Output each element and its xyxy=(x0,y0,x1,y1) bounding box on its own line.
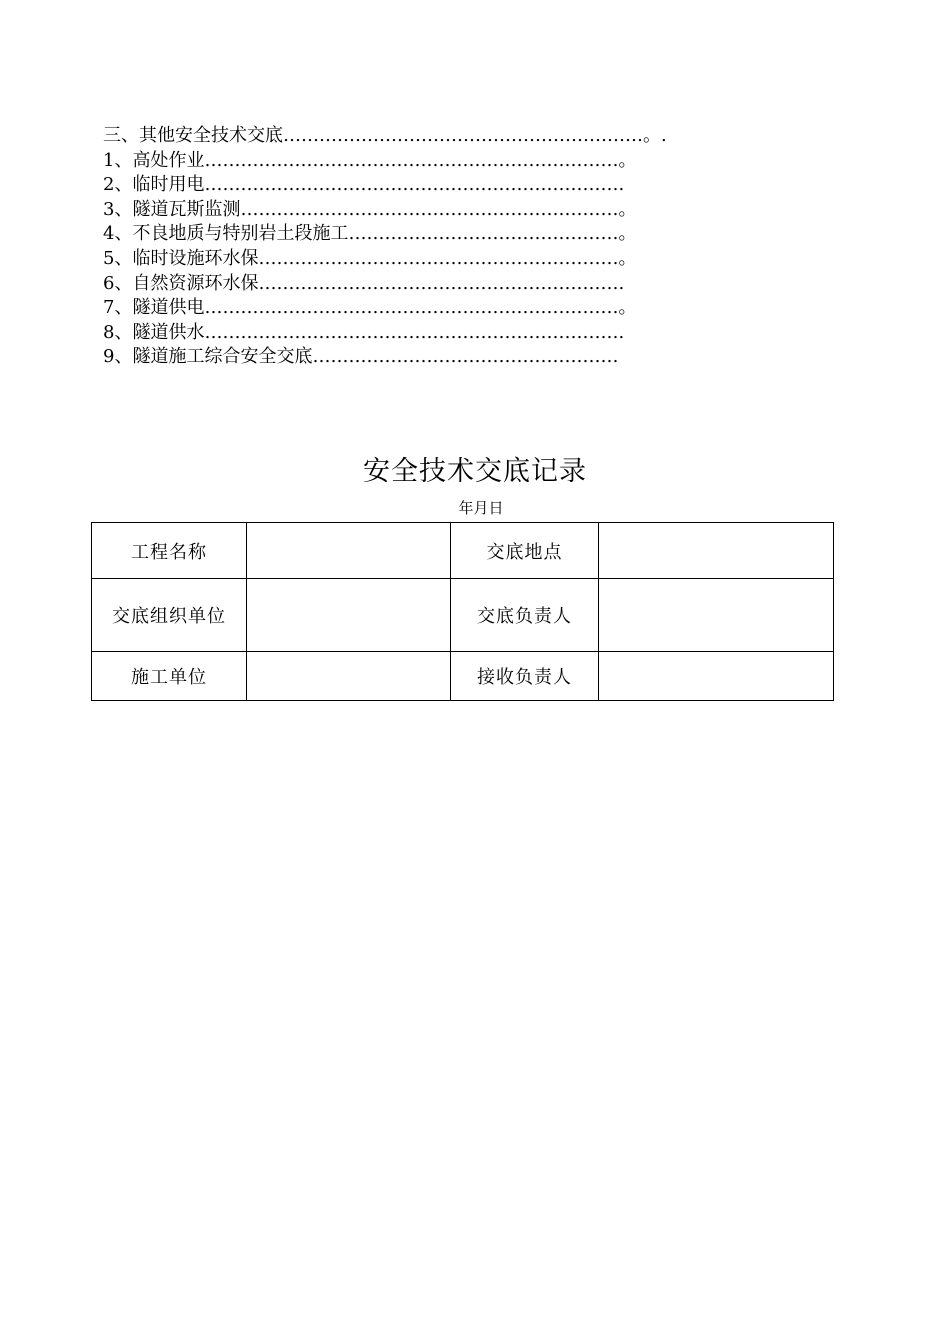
briefing-lead-value[interactable] xyxy=(599,579,834,652)
project-name-label: 工程名称 xyxy=(92,523,247,579)
table-of-contents xyxy=(103,124,743,370)
toc-item: 6、自然资源环水保……………………………………………………. xyxy=(103,272,625,294)
table-row xyxy=(92,579,834,652)
toc-item: 3、隧道瓦斯监测………………………………………………………。 xyxy=(103,198,637,220)
receiving-lead-value[interactable] xyxy=(599,652,834,701)
briefing-location-value[interactable] xyxy=(599,523,834,579)
organizing-unit-label: 交底组织单位 xyxy=(92,579,247,652)
toc-item: 2、临时用电……………………………………………………………. xyxy=(103,174,625,196)
toc-item: 三、其他安全技术交底……………………………………………………。. xyxy=(103,125,667,146)
organizing-unit-value[interactable] xyxy=(247,579,451,652)
record-date: 年月日 xyxy=(458,499,504,517)
toc-item: 1、高处作业……………………………………………………………。 xyxy=(103,149,637,171)
toc-item: 7、隧道供电……………………………………………………………。 xyxy=(103,297,637,319)
toc-item: 4、不良地质与特别岩土段施工………………………………………。 xyxy=(103,223,637,245)
construction-unit-value[interactable] xyxy=(247,652,451,701)
toc-item: 5、临时设施环水保……………………………………………………。 xyxy=(103,247,637,269)
record-title: 安全技术交底记录 xyxy=(363,456,587,487)
toc-item: 9、隧道施工综合安全交底…………………………………………… xyxy=(103,346,619,368)
project-name-value[interactable] xyxy=(247,523,451,579)
table-row xyxy=(92,523,834,579)
record-table xyxy=(91,522,834,701)
toc-item: 8、隧道供水……………………………………………………………. xyxy=(103,321,625,343)
briefing-lead-label: 交底负责人 xyxy=(451,579,599,652)
construction-unit-label: 施工单位 xyxy=(92,652,247,701)
briefing-location-label: 交底地点 xyxy=(451,523,599,579)
table-row xyxy=(92,652,834,701)
receiving-lead-label: 接收负责人 xyxy=(451,652,599,701)
